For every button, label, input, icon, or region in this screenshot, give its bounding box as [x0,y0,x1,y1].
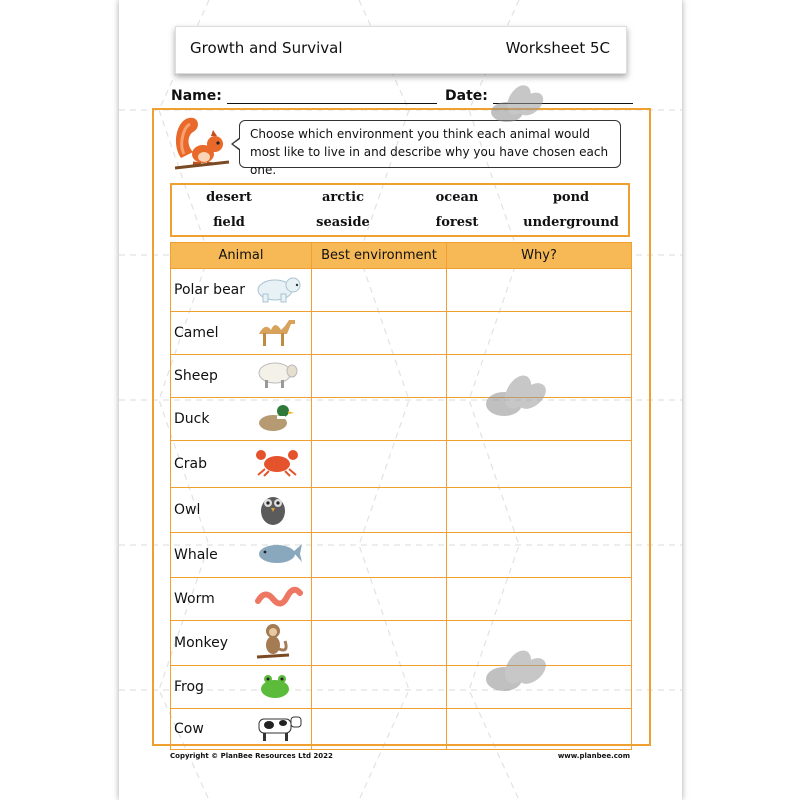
best-environment-cell[interactable] [312,666,447,709]
column-header-why: Why? [447,243,632,269]
worksheet-title: Growth and Survival [190,39,343,57]
squirrel-icon [173,114,231,176]
table-row [171,312,632,355]
worm-icon [255,585,303,613]
website-text: www.planbee.com [557,752,630,760]
date-field[interactable] [445,88,633,104]
best-environment-cell[interactable] [312,312,447,355]
animal-cell [171,533,312,578]
table-row [171,578,632,621]
animal-cell [171,355,312,398]
name-label: Name: [171,88,222,104]
why-cell[interactable] [447,441,632,488]
best-environment-cell[interactable] [312,533,447,578]
word-bank-item: desert [206,190,252,205]
speech-bubble-tail-fill [233,139,240,149]
owl-icon [255,489,291,531]
word-bank-item: arctic [321,190,365,205]
why-cell[interactable] [447,578,632,621]
table-row [171,355,632,398]
date-label: Date: [445,88,488,104]
why-cell[interactable] [447,621,632,666]
title-banner [175,26,627,74]
best-environment-cell[interactable] [312,488,447,533]
frog-icon [255,669,295,705]
name-line [227,89,437,104]
table-row [171,533,632,578]
why-cell[interactable] [447,488,632,533]
word-bank-item: underground [523,215,619,230]
why-cell[interactable] [447,533,632,578]
monkey-icon [255,621,291,665]
animal-name: Cow [174,721,204,737]
table-row [171,709,632,750]
crab-icon [255,447,299,481]
table-row [171,398,632,441]
word-bank-item: pond [552,190,590,205]
word-bank-item: ocean [435,190,479,205]
animal-name: Sheep [174,368,218,384]
table-row [171,441,632,488]
best-environment-cell[interactable] [312,441,447,488]
why-cell[interactable] [447,312,632,355]
date-line [493,89,633,104]
animal-cell [171,441,312,488]
why-cell[interactable] [447,355,632,398]
animal-name: Polar bear [174,282,246,298]
animal-cell [171,709,312,750]
copyright-text: Copyright © PlanBee Resources Ltd 2022 [170,752,333,760]
animal-cell [171,398,312,441]
word-bank-item: field [213,215,245,230]
cow-icon [255,711,303,747]
table-row [171,621,632,666]
animal-name: Duck [174,411,210,427]
animal-cell [171,312,312,355]
why-cell[interactable] [447,709,632,750]
instruction-bubble: Choose which environment you think each animal would most like to live in and describe why you have chosen each one. [239,120,621,168]
table-row [171,488,632,533]
duck-icon [255,399,295,439]
word-bank-item: forest [435,215,479,230]
worksheet-page [119,0,682,800]
animal-cell [171,269,312,312]
best-environment-cell[interactable] [312,269,447,312]
animal-cell [171,578,312,621]
best-environment-cell[interactable] [312,621,447,666]
animal-name: Camel [174,325,219,341]
why-cell[interactable] [447,666,632,709]
best-environment-cell[interactable] [312,398,447,441]
animal-cell [171,488,312,533]
best-environment-cell[interactable] [312,355,447,398]
polar-bear-icon [255,272,301,308]
best-environment-cell[interactable] [312,578,447,621]
animal-environment-table [170,242,632,750]
word-bank [170,183,630,237]
name-field[interactable] [171,88,437,104]
whale-icon [255,538,303,572]
sheep-icon [255,359,299,393]
table-header-row [171,243,632,269]
word-bank-item: seaside [316,215,370,230]
animal-name: Worm [174,591,215,607]
worksheet-number: Worksheet 5C [505,39,610,57]
table-row [171,666,632,709]
animal-name: Whale [174,547,218,563]
animal-cell [171,666,312,709]
animal-name: Owl [174,502,201,518]
column-header-environment: Best environment [312,243,447,269]
camel-icon [255,314,299,352]
table-row [171,269,632,312]
animal-name: Crab [174,456,207,472]
column-header-animal: Animal [171,243,312,269]
animal-name: Monkey [174,635,229,651]
animal-name: Frog [174,679,204,695]
why-cell[interactable] [447,398,632,441]
animal-cell [171,621,312,666]
why-cell[interactable] [447,269,632,312]
best-environment-cell[interactable] [312,709,447,750]
